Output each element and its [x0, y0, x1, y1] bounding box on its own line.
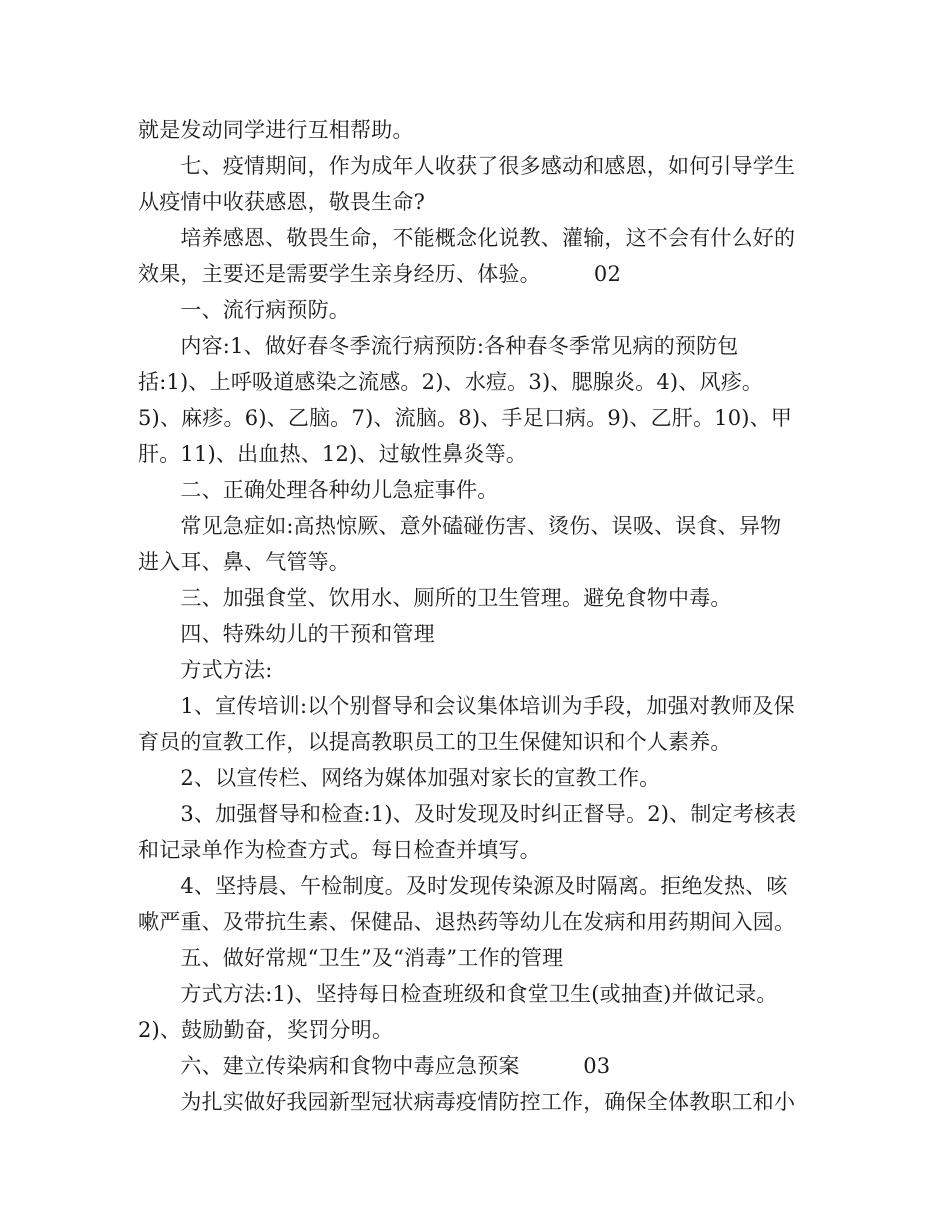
text-line: 括:1)、上呼吸道感染之流感。2)、水痘。3)、腮腺炎。4)、风疹。: [138, 370, 764, 394]
text-line: 一、流行病预防。: [138, 298, 350, 322]
text-line: 进入耳、鼻、气管等。: [138, 550, 350, 574]
text-line: 培养感恩、敬畏生命，不能概念化说教、灌输，这不会有什么好的: [138, 226, 796, 250]
text-line: 为扎实做好我园新型冠状病毒疫情防控工作，确保全体教职工和小: [138, 1090, 796, 1114]
text-line: 2、以宣传栏、网络为媒体加强对家长的宣教工作。: [138, 766, 661, 790]
text-line: 二、正确处理各种幼儿急症事件。: [138, 478, 499, 502]
text-line: 四、特殊幼儿的干预和管理: [138, 622, 435, 646]
text-line: 效果，主要还是需要学生亲身经历、体验。 02: [138, 262, 622, 286]
text-line: 常见急症如:高热惊厥、意外磕碰伤害、烫伤、误吸、误食、异物: [138, 514, 782, 538]
text-line: 3、加强督导和检查:1)、及时发现及时纠正督导。2)、制定考核表: [138, 802, 797, 826]
text-line: 从疫情中收获感恩，敬畏生命?: [138, 190, 426, 214]
text-line: 2)、鼓励勤奋，奖罚分明。: [138, 1018, 394, 1042]
text-line: 方式方法:: [138, 658, 273, 682]
text-line: 4、坚持晨、午检制度。及时发现传染源及时隔离。拒绝发热、咳: [138, 874, 788, 898]
text-line: 5)、麻疹。6)、乙脑。7)、流脑。8)、手足口病。9)、乙肝。10)、甲: [138, 406, 793, 430]
text-line: 七、疫情期间，作为成年人收获了很多感动和感恩，如何引导学生: [138, 154, 796, 178]
text-line: 肝。11)、出血热、12)、过敏性鼻炎等。: [138, 442, 528, 466]
text-line: 嗽严重、及带抗生素、保健品、退热药等幼儿在发病和用药期间入园。: [138, 910, 796, 934]
text-line: 和记录单作为检查方式。每日检查并填写。: [138, 838, 541, 862]
text-line: 三、加强食堂、饮用水、厕所的卫生管理。避免食物中毒。: [138, 586, 732, 610]
text-line: 六、建立传染病和食物中毒应急预案 03: [138, 1054, 611, 1078]
text-line: 1、宣传培训:以个别督导和会议集体培训为手段，加强对教师及保: [138, 694, 795, 718]
text-line: 育员的宣教工作，以提高教职员工的卫生保健知识和个人素养。: [138, 730, 732, 754]
text-line: 内容:1、做好春冬季流行病预防:各种春冬季常见病的预防包: [138, 334, 739, 358]
text-line: 方式方法:1)、坚持每日检查班级和食堂卫生(或抽查)并做记录。: [138, 982, 778, 1006]
text-line: 五、做好常规“卫生”及“消毒”工作的管理: [138, 946, 564, 970]
text-line: 就是发动同学进行互相帮助。: [138, 118, 414, 142]
